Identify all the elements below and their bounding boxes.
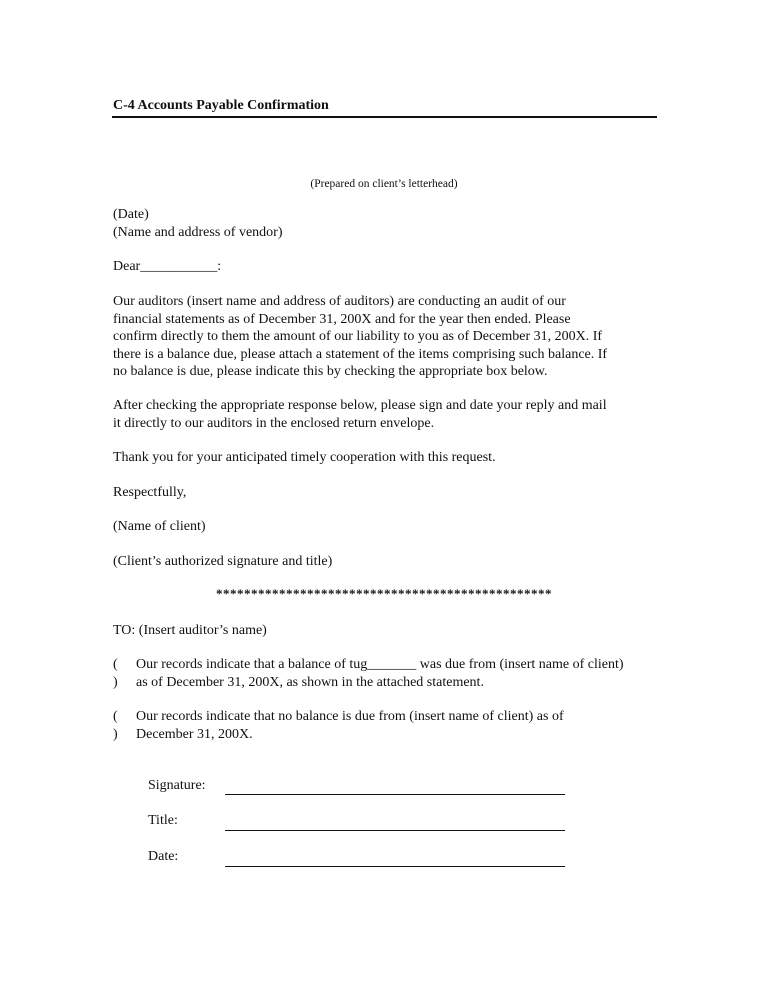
checkbox[interactable]: ( ) — [113, 709, 118, 742]
to-line: TO: (Insert auditor’s name) — [113, 623, 267, 638]
date-label: Date: — [148, 849, 179, 864]
vendor-line: (Name and address of vendor) — [113, 225, 283, 240]
date-field[interactable] — [225, 866, 565, 867]
client-name: (Name of client) — [113, 519, 206, 534]
title-label: Title: — [148, 813, 178, 828]
document-title: C-4 Accounts Payable Confirmation — [113, 98, 329, 113]
client-signature: (Client’s authorized signature and title) — [113, 554, 333, 569]
option-text: December 31, 200X. — [136, 726, 253, 742]
letterhead-note: (Prepared on client’s letterhead) — [310, 178, 458, 190]
closing: Respectfully, — [113, 485, 187, 500]
salutation: Dear___________: — [113, 259, 222, 274]
paragraph-line: financial statements as of December 31, 200X and for the year then ended. Please — [113, 311, 571, 327]
checkbox[interactable]: ( ) — [113, 657, 118, 690]
signature-field[interactable] — [225, 794, 565, 795]
option-text: Our records indicate that no balance is due from (insert name of client) as of — [136, 709, 564, 724]
paragraph-line: no balance is due, please indicate this by checking the appropriate box below. — [113, 364, 548, 379]
paragraph-line: Our auditors (insert name and address of auditors) are conducting an audit of our — [113, 294, 566, 309]
paragraph-line: it directly to our auditors in the enclosed return envelope. — [113, 415, 435, 431]
paragraph-instructions — [113, 397, 673, 432]
option-text: Our records indicate that a balance of tug_______ was due from (insert name of client) — [136, 657, 624, 672]
title-field[interactable] — [225, 830, 565, 831]
paragraph-line: there is a balance due, please attach a statement of the items comprising such balance. If — [113, 346, 608, 362]
date-line: (Date) — [113, 207, 149, 222]
option-text: as of December 31, 200X, as shown in the attached statement. — [136, 674, 484, 690]
signature-label: Signature: — [148, 778, 206, 793]
paragraph-line: confirm directly to them the amount of our liability to you as of December 31, 200X. If — [113, 329, 603, 344]
paragraph-line: After checking the appropriate response below, please sign and date your reply and mail — [113, 398, 607, 413]
separator: ************************************************ — [216, 586, 552, 601]
paragraph-request — [113, 293, 673, 381]
title-rule — [112, 116, 657, 118]
thanks-line: Thank you for your anticipated timely cooperation with this request. — [113, 450, 496, 465]
